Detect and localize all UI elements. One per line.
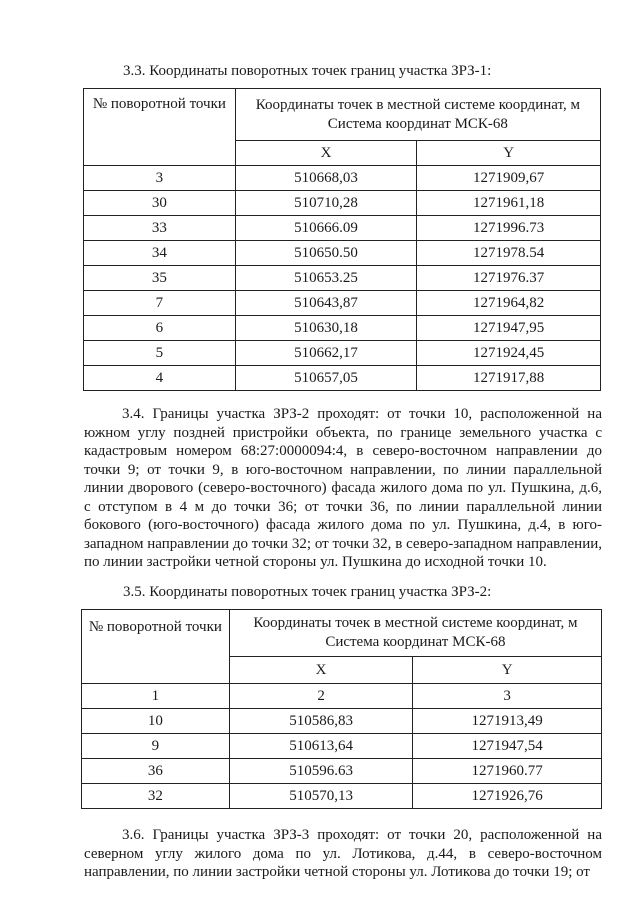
column-number-3: 3 — [413, 684, 602, 709]
table-row — [84, 341, 601, 366]
cell-point-number: 4 — [84, 366, 236, 391]
cell-point-number: 10 — [82, 709, 230, 734]
cell-x: 510596.63 — [229, 759, 413, 784]
header-coordinates: Координаты точек в местной системе координат, м Система координат МСК-68 — [235, 89, 600, 141]
cell-x: 510657,05 — [235, 366, 417, 391]
header-coordinates: Координаты точек в местной системе координат, м Система координат МСК-68 — [229, 610, 601, 657]
cell-point-number: 36 — [82, 759, 230, 784]
table-row — [84, 291, 601, 316]
column-number-2: 2 — [229, 684, 413, 709]
cell-y: 1271924,45 — [417, 341, 601, 366]
cell-y: 1271976.37 — [417, 266, 601, 291]
cell-x: 510666.09 — [235, 216, 417, 241]
header-x: X — [235, 141, 417, 166]
section-3-3-heading: 3.3. Координаты поворотных точек границ участка ЗРЗ-1: — [123, 63, 492, 79]
header-point-number: № поворотной точки — [82, 610, 230, 684]
header-point-number: № поворотной точки — [84, 89, 236, 166]
cell-y: 1271960.77 — [413, 759, 602, 784]
header-y: Y — [413, 657, 602, 684]
cell-point-number: 5 — [84, 341, 236, 366]
cell-point-number: 6 — [84, 316, 236, 341]
cell-point-number: 7 — [84, 291, 236, 316]
table-row — [84, 366, 601, 391]
cell-y: 1271917,88 — [417, 366, 601, 391]
table-row — [84, 191, 601, 216]
cell-x: 510613,64 — [229, 734, 413, 759]
cell-y: 1271913,49 — [413, 709, 602, 734]
header-x: X — [229, 657, 413, 684]
table-row — [82, 709, 602, 734]
coordinates-table-zrz-2 — [81, 609, 602, 809]
cell-y: 1271978.54 — [417, 241, 601, 266]
cell-y: 1271926,76 — [413, 784, 602, 809]
coordinates-table-zrz-1 — [83, 88, 601, 391]
table-row — [84, 216, 601, 241]
cell-point-number: 9 — [82, 734, 230, 759]
cell-x: 510662,17 — [235, 341, 417, 366]
table-row — [84, 241, 601, 266]
cell-x: 510650.50 — [235, 241, 417, 266]
cell-point-number: 33 — [84, 216, 236, 241]
table-row — [82, 734, 602, 759]
cell-y: 1271961,18 — [417, 191, 601, 216]
section-3-6-paragraph: 3.6. Границы участка ЗРЗ-3 проходят: от точки 20, расположенной на северном углу жилого дома по ул. Лотикова, д.44, в северо-восточном направлении, по линии застройки четной стороны ул. Лотикова до точки 19; от — [84, 827, 602, 880]
section-3-4-paragraph: 3.4. Границы участка ЗРЗ-2 проходят: от точки 10, расположенной на южном углу поздней пристройки объекта, по границе земельного участка с кадастровым номером 68:27:0000094:4, в северо-восточном направлении до точки 9; от точки 9, в юго-восточном направлении, по линии параллельной линии дворового (северо-восточного) фасада жилого дома по ул. Пушкина, д.6, с отступом в 4 м до точки 36; от точки 36, по линии параллельной линии бокового (юго-восточного) фасада жилого дома по ул. Пушкина, д.4, в юго-западном направлении до точки 32; от точки 32, в северо-западном направлении, по линии застройки четной стороны ул. Пушкина до исходной точки 10. — [84, 406, 602, 570]
cell-point-number: 3 — [84, 166, 236, 191]
cell-point-number: 35 — [84, 266, 236, 291]
column-number-1: 1 — [82, 684, 230, 709]
cell-y: 1271909,67 — [417, 166, 601, 191]
cell-y: 1271947,95 — [417, 316, 601, 341]
cell-x: 510586,83 — [229, 709, 413, 734]
cell-y: 1271947,54 — [413, 734, 602, 759]
cell-y: 1271996.73 — [417, 216, 601, 241]
cell-x: 510570,13 — [229, 784, 413, 809]
cell-x: 510653.25 — [235, 266, 417, 291]
table-row — [84, 266, 601, 291]
cell-x: 510710,28 — [235, 191, 417, 216]
cell-x: 510668,03 — [235, 166, 417, 191]
table-row — [84, 166, 601, 191]
cell-x: 510643,87 — [235, 291, 417, 316]
table-row — [82, 759, 602, 784]
table-row — [82, 784, 602, 809]
cell-point-number: 34 — [84, 241, 236, 266]
cell-y: 1271964,82 — [417, 291, 601, 316]
cell-point-number: 32 — [82, 784, 230, 809]
cell-point-number: 30 — [84, 191, 236, 216]
table-row — [84, 316, 601, 341]
cell-x: 510630,18 — [235, 316, 417, 341]
section-3-5-heading: 3.5. Координаты поворотных точек границ участка ЗРЗ-2: — [123, 584, 492, 600]
header-y: Y — [417, 141, 601, 166]
